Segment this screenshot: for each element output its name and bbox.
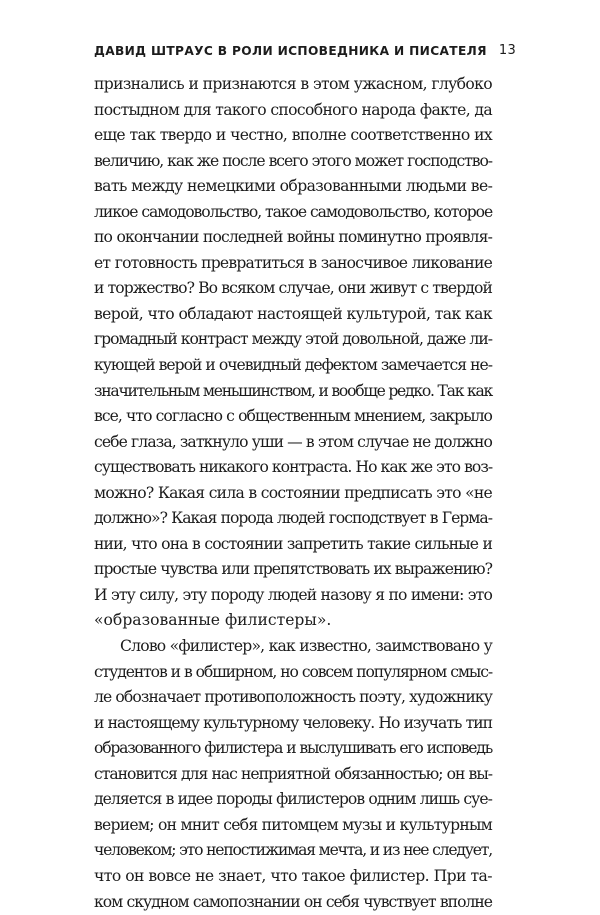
text-line: простые чувства или препятствовать их выражению?: [94, 557, 492, 583]
text-line: ле обозначает противоположность поэту, художнику: [94, 685, 492, 711]
text-line: что он вовсе не знает, что такое филистер. При та-: [94, 864, 492, 890]
paragraph-2: [94, 634, 492, 915]
text-line: и настоящему культурному человеку. Но изучать тип: [94, 711, 492, 737]
page-number: 13: [499, 43, 516, 58]
text-line: образованного филистера и выслушивать его исповедь: [94, 736, 492, 762]
text-line: нии, что она в состоянии запретить такие сильные и: [94, 532, 492, 558]
text-line: Слово «филистер», как известно, заимствовано у: [94, 634, 492, 660]
text-line: должно»? Какая порода людей господствует в Герма-: [94, 506, 492, 532]
text-line: ком скудном самопознании он себя чувствует вполне: [94, 890, 492, 915]
text-line: кующей верой и очевидный дефектом замечается не-: [94, 353, 492, 379]
text-line: И эту силу, эту породу людей назову я по имени: это: [94, 583, 492, 609]
paragraph-1: [94, 72, 492, 634]
text-line: постыдном для такого способного народа факте, да: [94, 98, 492, 124]
text-line: деляется в идее породы филистеров одним лишь суе-: [94, 787, 492, 813]
body-text: [94, 72, 492, 915]
text-line: громадный контраст между этой довольной, даже ли-: [94, 327, 492, 353]
text-line: верием; он мнит себя питомцем музы и культурным: [94, 813, 492, 839]
text-line: студентов и в обширном, но совсем популярном смыс-: [94, 660, 492, 686]
text-line: по окончании последней войны поминутно проявля-: [94, 225, 492, 251]
running-head-title: ДАВИД ШТРАУС В РОЛИ ИСПОВЕДНИКА И ПИСАТЕЛЯ: [94, 44, 487, 58]
text-line: можно? Какая сила в состоянии предписать это «не: [94, 481, 492, 507]
text-line: еще так твердо и честно, вполне соответственно их: [94, 123, 492, 149]
text-line: верой, что обладают настоящей культурой, так как: [94, 302, 492, 328]
text-line: ликое самодовольство, такое самодовольство, которое: [94, 200, 492, 226]
text-line: «образованные филистеры».: [94, 608, 492, 634]
text-line: себе глаза, заткнуло уши — в этом случае не должно: [94, 430, 492, 456]
text-line: вать между немецкими образованными людьми ве-: [94, 174, 492, 200]
text-line: существовать никакого контраста. Но как же это воз-: [94, 455, 492, 481]
text-line: человеком; это непостижимая мечта, и из нее следует,: [94, 838, 492, 864]
text-line: признались и признаются в этом ужасном, глубоко: [94, 72, 492, 98]
text-line: величию, как же после всего этого может господство-: [94, 149, 492, 175]
text-line: все, что согласно с общественным мнением, закрыло: [94, 404, 492, 430]
text-line: значительным меньшинством, и вообще редко. Так как: [94, 379, 492, 405]
text-line: и торжество? Во всяком случае, они живут с твердой: [94, 276, 492, 302]
running-head: [94, 38, 492, 58]
text-line: становится для нас неприятной обязанностью; он вы-: [94, 762, 492, 788]
text-line: ет готовность превратиться в заносчивое ликование: [94, 251, 492, 277]
